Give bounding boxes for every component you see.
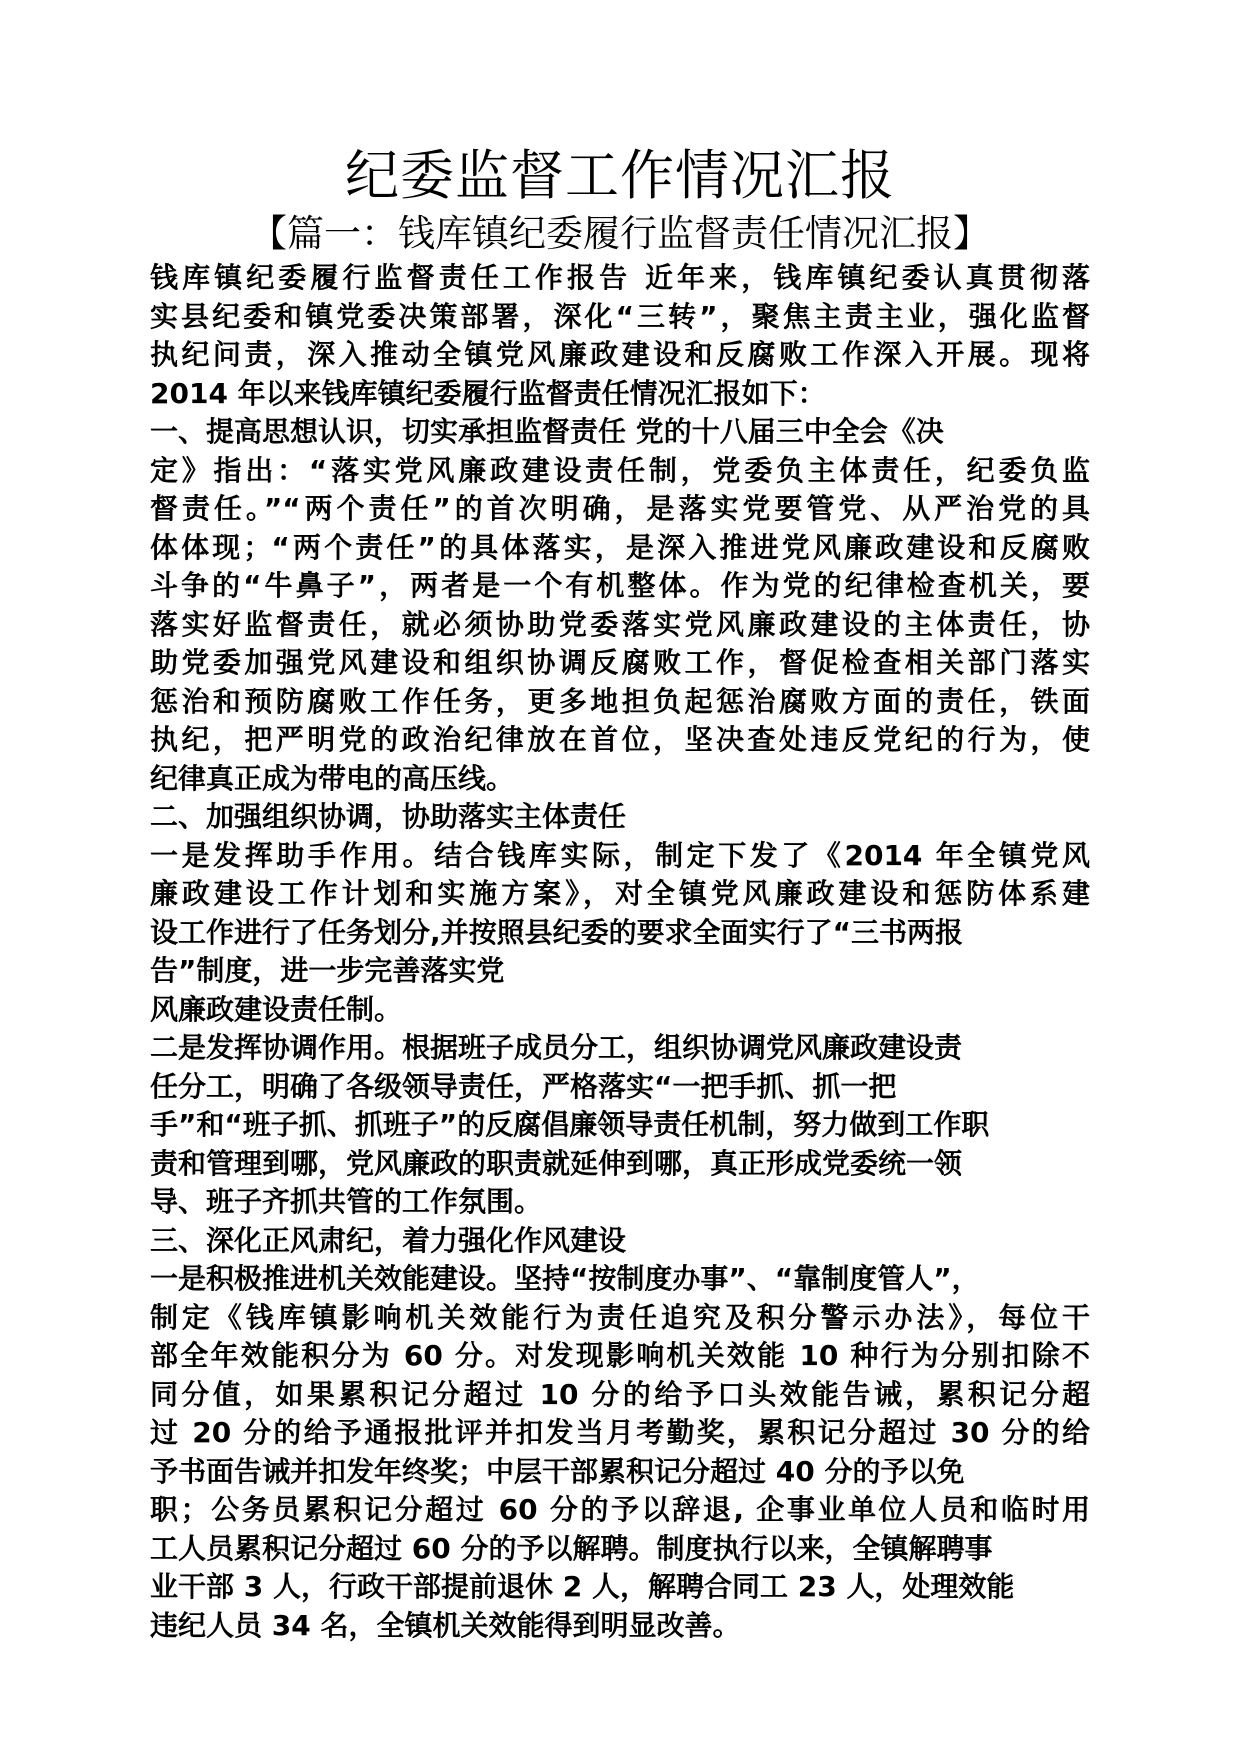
text-line: 违纪人员 34 名，全镇机关效能得到明显改善。 [150,1608,741,1642]
text-line: 制定《钱库镇影响机关效能行为责任追究及积分警示办法》，每位干 [150,1300,1090,1334]
text-line: 助党委加强党风建设和组织协调反腐败工作，督促检查相关部门落实 [150,646,1090,679]
text-line: 风廉政建设责任制。 [150,992,403,1026]
text-line: 予书面告诫并扣发年终奖；中层干部累积记分超过 40 分的予以免 [150,1454,965,1488]
document-title: 纪委监督工作情况汇报 [345,144,895,207]
text-line: 落实好监督责任，就必须协助党委落实党风廉政建设的主体责任，协 [150,607,1090,641]
section-heading: 二、加强组织协调，协助落实主体责任 [150,800,627,833]
section-heading: 三、深化正风肃纪，着力强化作风建设 [150,1223,627,1257]
text-line: 一是发挥助手作用。结合钱库实际，制定下发了《2014 年全镇党风 [150,838,1090,872]
text-line: 一、提高思想认识，切实承担监督责任 党的十八届三中全会《决 [150,415,944,448]
text-line: 任分工，明确了各级领导责任，严格落实“一把手抓、抓一把 [150,1069,897,1103]
text-line: 实县纪委和镇党委决策部署，深化“三转”，聚焦主责主业，强化监督 [150,299,1090,333]
text-line: 钱库镇纪委履行监督责任工作报告 近年来，钱库镇纪委认真贯彻落 [150,261,1090,294]
text-line: 执纪问责，深入推动全镇党风廉政建设和反腐败工作深入开展。现将 [150,338,1090,371]
document-subtitle: 【篇一：钱库镇纪委履行监督责任情况汇报】 [250,212,990,255]
text-line: 责和管理到哪，党风廉政的职责就延伸到哪，真正形成党委统一领 [150,1146,963,1180]
text-line: 一是积极推进机关效能建设。坚持“按制度办事”、“靠制度管人”， [150,1262,980,1295]
text-line: 告”制度，进一步完善落实党 [150,954,505,987]
text-line: 纪律真正成为带电的高压线。 [150,761,515,795]
text-line: 业干部 3 人，行政干部提前退休 2 人，解聘合同工 23 人，处理效能 [150,1570,1015,1603]
text-line: 督责任。”“两个责任”的首次明确，是落实党要管党、从严治党的具 [150,492,1090,525]
text-line: 同分值，如果累积记分超过 10 分的给予口头效能告诫，累积记分超 [150,1377,1090,1411]
text-line: 惩治和预防腐败工作任务，更多地担负起惩治腐败方面的责任，铁面 [150,684,1090,718]
text-line: 职；公务员累积记分超过 60 分的予以辞退, 企事业单位人员和临时用 [150,1493,1090,1526]
text-line: 过 20 分的给予通报批评并扣发当月考勤奖，累积记分超过 30 分的给 [150,1416,1090,1449]
text-line: 体体现；“两个责任”的具体落实，是深入推进党风廉政建设和反腐败 [150,530,1090,564]
text-line: 定》指出：“落实党风廉政建设责任制，党委负主体责任，纪委负监 [150,453,1090,487]
text-line: 导、班子齐抓共管的工作氛围。 [150,1185,543,1218]
text-line: 执纪，把严明党的政治纪律放在首位，坚决查处违反党纪的行为，使 [150,723,1090,756]
text-line: 手”和“班子抓、抓班子”的反腐倡廉领导责任机制，努力做到工作职 [150,1108,990,1141]
text-line: 二是发挥协调作用。根据班子成员分工，组织协调党风廉政建设责 [150,1031,963,1064]
text-line: 斗争的“牛鼻子”，两者是一个有机整体。作为党的纪律检查机关，要 [150,569,1090,602]
body-text [150,259,1090,1645]
text-line: 2014 年以来钱库镇纪委履行监督责任情况汇报如下： [150,376,826,410]
text-line: 廉政建设工作计划和实施方案》，对全镇党风廉政建设和惩防体系建 [150,877,1090,910]
text-line: 部全年效能积分为 60 分。对发现影响机关效能 10 种行为分别扣除不 [150,1339,1090,1372]
text-line: 工人员累积记分超过 60 分的予以解聘。制度执行以来，全镇解聘事 [150,1531,993,1565]
text-line: 设工作进行了任务划分,并按照县纪委的要求全面实行了“三书两报 [150,915,964,949]
